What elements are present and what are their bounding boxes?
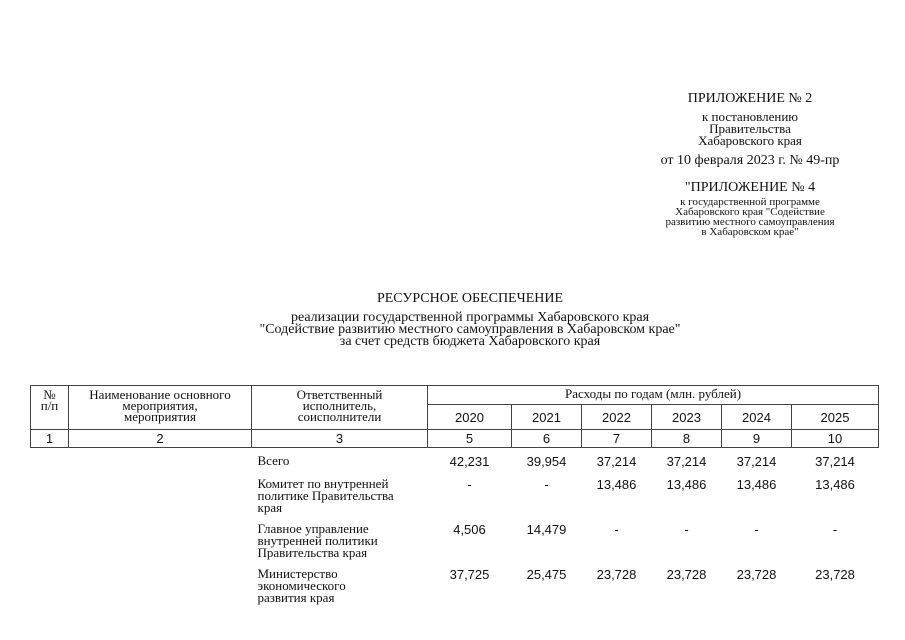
header-number-line: № — [43, 387, 56, 402]
heading-line: за счет средств бюджета Хабаровского края — [339, 334, 601, 349]
value-cell: 23,728 — [596, 567, 637, 582]
inner-annex-line: Хабаровского края "Содействие — [675, 206, 825, 218]
inner-annex-line: развитию местного самоуправления — [665, 216, 835, 228]
column-number: 7 — [582, 430, 652, 448]
value-cell: 25,475 — [526, 567, 567, 582]
value-cell: 14,479 — [526, 522, 567, 537]
executor-line: Всего — [257, 453, 290, 468]
value-cell: - — [467, 477, 472, 492]
document-heading — [170, 290, 770, 348]
value-cell: 23,728 — [815, 567, 855, 582]
table-row — [31, 565, 879, 610]
header-executor — [252, 386, 428, 430]
executor-cell — [252, 452, 428, 475]
value-cell: 13,486 — [815, 477, 855, 492]
executor-cell — [252, 520, 428, 565]
executor-line: Главное управление — [257, 521, 369, 536]
value-cell: 37,214 — [596, 454, 637, 469]
inner-annex-line: в Хабаровском крае" — [701, 226, 799, 238]
executor-cell — [252, 565, 428, 610]
executor-line: развития края — [257, 590, 335, 605]
column-number: 2 — [69, 430, 252, 448]
annex-title: ПРИЛОЖЕНИЕ № 2 — [687, 91, 813, 106]
value-cell: 13,486 — [666, 477, 707, 492]
header-expenses: Расходы по годам (млн. рублей) — [428, 386, 879, 405]
executor-line: Правительства края — [257, 545, 368, 560]
header-executor-line: исполнитель, — [302, 398, 377, 413]
header-year: 2022 — [582, 405, 652, 430]
executor-line: политике Правительства — [257, 488, 394, 503]
inner-annex-title: "ПРИЛОЖЕНИЕ № 4 — [684, 180, 816, 195]
value-cell: - — [754, 522, 759, 537]
resource-table — [30, 385, 879, 610]
column-number: 8 — [652, 430, 722, 448]
column-number: 10 — [792, 430, 879, 448]
header-year: 2024 — [722, 405, 792, 430]
annex-to-line: Правительства — [709, 121, 791, 136]
value-cell: 23,728 — [736, 567, 777, 582]
header-year: 2023 — [652, 405, 722, 430]
heading-title: РЕСУРСНОЕ ОБЕСПЕЧЕНИЕ — [376, 291, 564, 306]
column-number: 5 — [428, 430, 512, 448]
value-cell: 37,214 — [736, 454, 777, 469]
column-number: 1 — [31, 430, 69, 448]
heading-line: "Содействие развитию местного самоуправления в Хабаровском крае" — [259, 322, 681, 337]
executor-line: Комитет по внутренней — [257, 476, 389, 491]
executor-line: внутренней политики — [257, 533, 378, 548]
header-name-line: Наименование основного — [89, 387, 231, 402]
value-cell: 37,725 — [449, 567, 490, 582]
value-cell: - — [684, 522, 689, 537]
column-number: 3 — [252, 430, 428, 448]
value-cell: 4,506 — [453, 522, 486, 537]
heading-line: реализации государственной программы Хабаровского края — [290, 310, 650, 325]
table-row — [31, 520, 879, 565]
value-cell: 13,486 — [596, 477, 637, 492]
column-number: 6 — [512, 430, 582, 448]
executor-line: края — [257, 500, 283, 515]
inner-annex-line: к государственной программе — [680, 196, 820, 208]
value-cell: - — [614, 522, 619, 537]
table-row — [31, 475, 879, 520]
executor-cell — [252, 475, 428, 520]
value-cell: 39,954 — [526, 454, 567, 469]
header-number — [31, 386, 69, 430]
header-executor-line: Ответственный — [296, 387, 383, 402]
value-cell: 37,214 — [666, 454, 707, 469]
value-cell: 13,486 — [736, 477, 777, 492]
annex-date-line: от 10 февраля 2023 г. № 49-пр — [660, 153, 840, 168]
value-cell: 23,728 — [666, 567, 707, 582]
annex-to-line: к постановлению — [701, 109, 799, 124]
table-row — [31, 452, 879, 475]
value-cell: - — [832, 522, 838, 537]
inner-annex-block — [620, 180, 880, 237]
value-cell: - — [544, 477, 549, 492]
header-executor-line: соисполнители — [297, 409, 382, 424]
header-year: 2025 — [792, 405, 879, 430]
executor-line: экономического — [257, 578, 346, 593]
executor-line: Министерство — [257, 566, 338, 581]
header-name-line: мероприятия — [123, 409, 196, 424]
annex-block — [620, 90, 880, 169]
value-cell: 42,231 — [449, 454, 490, 469]
column-number: 9 — [722, 430, 792, 448]
annex-to-line: Хабаровского края — [698, 133, 802, 148]
header-year: 2020 — [428, 405, 512, 430]
value-cell: 37,214 — [815, 454, 855, 469]
header-year: 2021 — [512, 405, 582, 430]
header-name-line: мероприятия, — [122, 398, 198, 413]
header-number-line: п/п — [40, 398, 59, 413]
header-name — [69, 386, 252, 430]
